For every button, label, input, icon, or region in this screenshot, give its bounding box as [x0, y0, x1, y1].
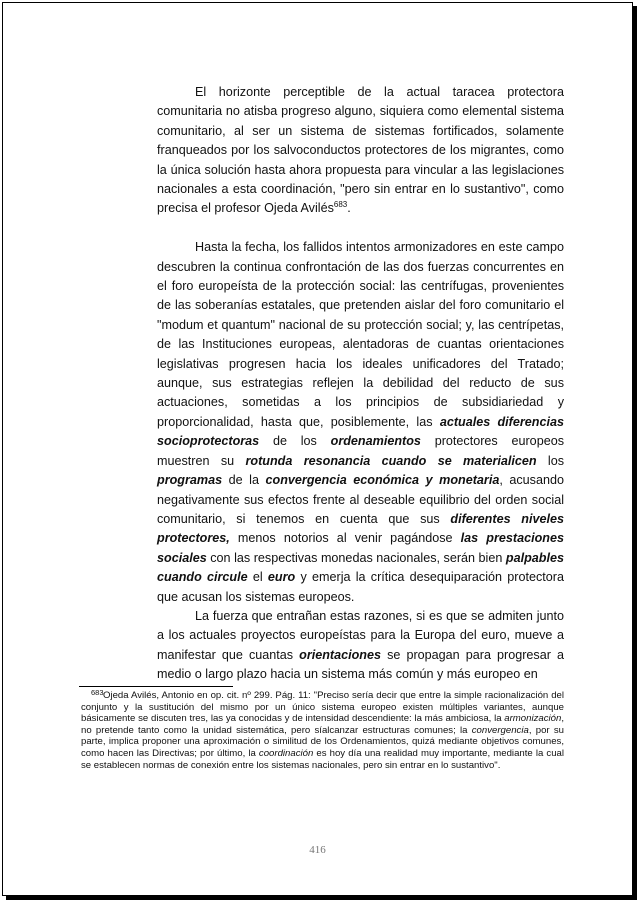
text-run: menos notorios al venir pagándose	[229, 531, 461, 546]
emphasis-text: palpables cuando circule	[157, 550, 564, 585]
italic-term: coordinación	[258, 747, 314, 759]
footnote-683: 683Ojeda Avilés, Antonio en op. cit. nº 299. Pág. 11: "Preciso sería decir que entre la simple racionalización del conjunto y la sustitución del mismo por un único sistema europeo existen múltiples variantes, aunque básicamente se discuten tres, las ya conocidas y de intensidad descendiente: la más ambiciosa, la armonización, no pretende tanto como la unidad sistemática, pero síalcanzar estructuras comunes; la convergencia, por su parte, implica proponer una aproximación o similitud de los Ordenamientos, quizá mediante objetivos comunes, como hacen las Directivas; por último, la coordinación es hoy día una realidad muy importante, mediante la cual se establecen normas de conexión entre los sistemas nacionales, pero sin entrar en lo sustantivo".	[81, 688, 564, 771]
text-run: protectores europeos muestren su	[157, 434, 564, 468]
italic-term: armonización	[504, 713, 562, 725]
emphasis-text: ordenamientos	[330, 434, 421, 449]
paragraph-2	[157, 238, 564, 607]
text-run: se propagan para progresar a medio o largo plazo hacia un sistema más común y más europeo en	[157, 647, 564, 682]
document-page	[2, 2, 633, 896]
emphasis-text: convergencia económica y monetaria	[265, 473, 500, 488]
text-run: con las respectivas monedas nacionales, serán bien	[206, 550, 506, 565]
emphasis-text: euro	[267, 570, 296, 585]
emphasis-text: orientaciones	[299, 647, 382, 662]
text-run: , por su parte, implica proponer una aproximación o similitud de los Ordenamientos, quizá mediante objetivos comunes, como hacen las Directivas; por último, la	[81, 724, 564, 759]
emphasis-text: actuales diferencias socioprotectoras	[157, 414, 564, 449]
text-run: , acusando negativamente sus efectos frente al deseable equilibrio del orden social comunitario, si tenemos en cuenta que sus	[157, 473, 564, 526]
footnote-reference: 683	[333, 200, 348, 210]
paragraph-1	[157, 83, 564, 219]
text-run: .	[347, 201, 351, 216]
emphasis-text: rotunda resonancia cuando se materialicen	[245, 453, 537, 468]
text-run: los	[536, 453, 564, 468]
italic-term: convergencia	[471, 724, 529, 736]
emphasis-text: programas	[157, 473, 223, 488]
emphasis-text: las prestaciones sociales	[157, 531, 564, 565]
paragraph-3	[157, 607, 564, 685]
footnote-separator	[79, 686, 233, 687]
footnote-text	[81, 690, 564, 771]
text-run: El horizonte perceptible de la actual taracea protectora comunitaria no atisba progreso alguno, siquiera como elemental sistema comunitario, al ser un sistema de sistemas fortificados, solamente franqueados por los salvoconductos protectores de los migrantes, como la única solución hasta ahora propuesta para vincular a las legislaciones nacionales a esta coordinación, "pero sin entrar en lo sustantivo", como precisa el profesor Ojeda Avilés	[157, 85, 564, 216]
text-run: es hoy día una realidad muy importante, mediante la cual se establecen normas de conexión entre los sistemas nacionales, pero sin entrar en lo sustantivo".	[81, 747, 564, 771]
text-run: y emerja la crítica desequiparación protectora que acusan los sistemas europeos.	[157, 570, 564, 604]
text-run: el	[247, 570, 268, 585]
text-run: Ojeda Avilés, Antonio en op. cit. nº 299. Pág. 11: "Preciso sería decir que entre la simple racionalización del conjunto y la sustitución del mismo por un único sistema europeo existen múltiples variantes, aunque básicamente se discuten tres, las ya conocidas y de intensidad descendiente: la más ambiciosa, la	[81, 690, 564, 725]
text-run: , no pretende tanto como la unidad sistemática, pero síalcanzar estructuras comunes; la	[81, 713, 564, 736]
text-run: Hasta la fecha, los fallidos intentos armonizadores en este campo descubren la continua confrontación de las dos fuerzas concurrentes en el foro europeísta de la protección social: las centrífugas, provenientes de las soberanías estatales, que pretenden aislar del foro comunitario el "modum et quantum" nacional de su protección social; y, las centrípetas, de las Instituciones europeas, alentadoras de cuantas orientaciones legislativas progresen hacia los ideales unificadores del Tratado; aunque, sus estrategias reflejen la debilidad del reducto de sus actuaciones, sometidas a los principios de subsidiariedad y proporcionalidad, hasta que, posiblemente, las	[157, 240, 564, 429]
body-text	[157, 83, 564, 685]
text-run: de la	[222, 473, 266, 488]
text-run: La fuerza que entrañan estas razones, si es que se admiten junto a los actuales proyectos europeístas para la Europa del euro, mueve a manifestar que cuantas	[157, 608, 564, 662]
text-run: de los	[259, 434, 331, 449]
page-number: 416	[309, 844, 326, 856]
emphasis-text: diferentes niveles protectores,	[157, 511, 564, 546]
